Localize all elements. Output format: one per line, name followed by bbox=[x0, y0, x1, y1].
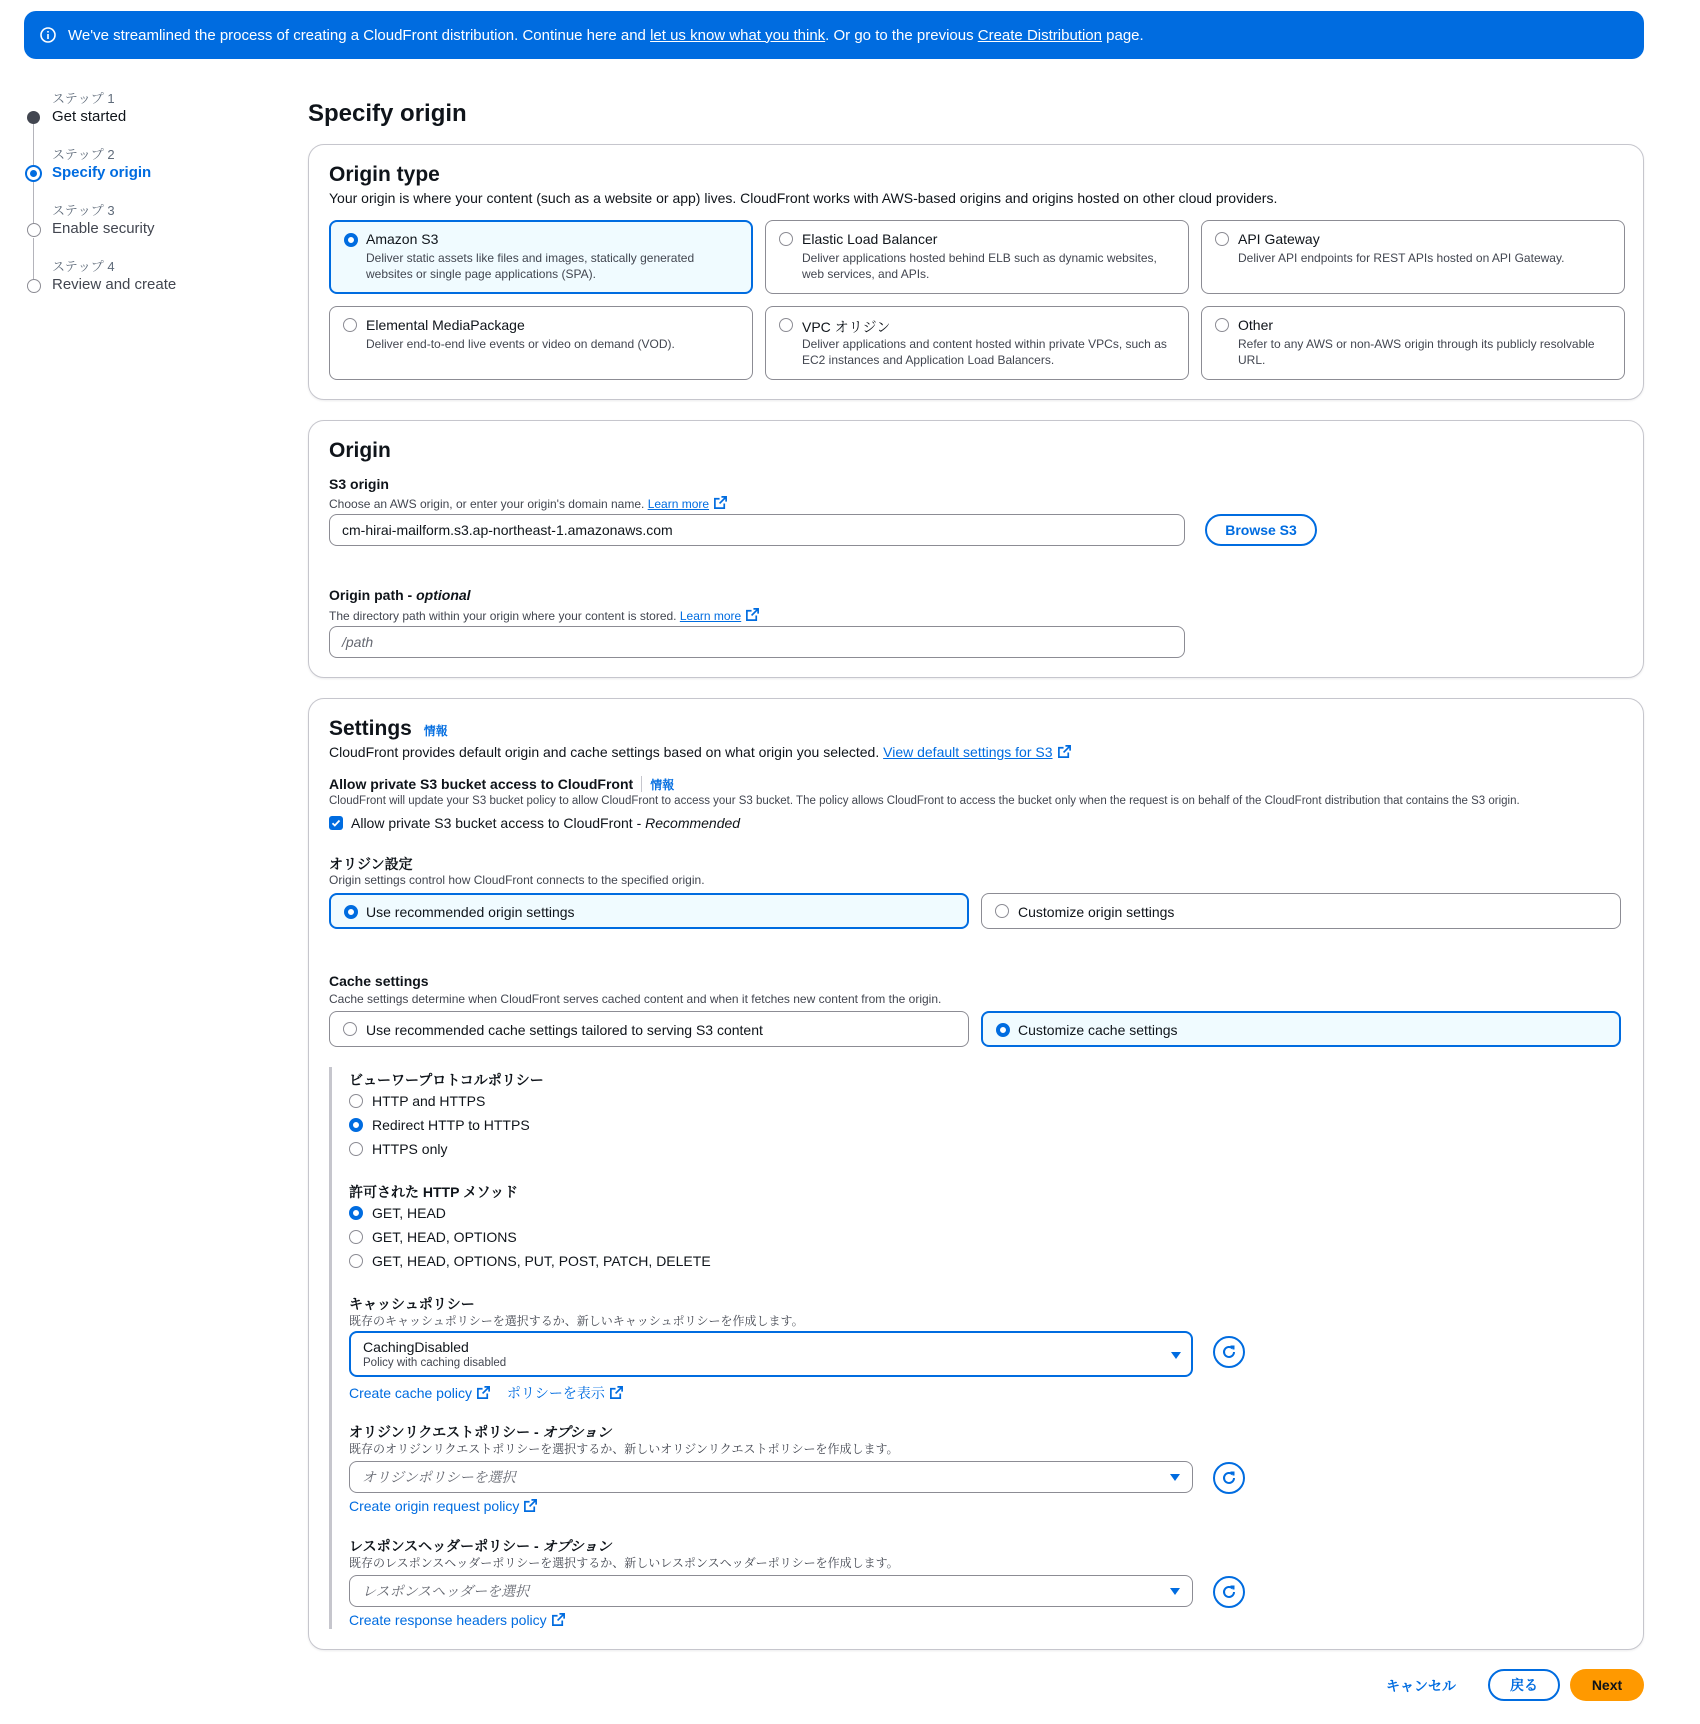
create-cache-policy-link[interactable]: Create cache policy bbox=[349, 1385, 472, 1401]
tile-elastic-load-balancer[interactable] bbox=[765, 220, 1189, 294]
tile-title: VPC オリジン bbox=[802, 319, 891, 335]
allowed-methods-label: 許可された HTTP メソッド bbox=[349, 1184, 518, 1200]
radio-button bbox=[779, 232, 793, 246]
back-button[interactable]: 戻る bbox=[1488, 1669, 1560, 1701]
step-connector bbox=[33, 124, 34, 168]
browse-s3-button[interactable]: Browse S3 bbox=[1205, 514, 1317, 546]
customize-origin-settings[interactable] bbox=[981, 893, 1621, 929]
tile-title: Elastic Load Balancer bbox=[802, 231, 938, 247]
tile-title: Other bbox=[1238, 317, 1274, 333]
allowed-methods-option[interactable]: GET, HEAD, OPTIONS bbox=[349, 1229, 517, 1245]
origin-card bbox=[308, 420, 1644, 678]
external-link-icon bbox=[713, 495, 728, 510]
origin-request-policy-description: 既存のオリジンリクエストポリシーを選択するか、新しいオリジンリクエストポリシーを作成します。 bbox=[349, 1442, 899, 1456]
response-headers-policy-label: レスポンスヘッダーポリシー - オプション bbox=[349, 1538, 612, 1554]
cache-policy-links bbox=[349, 1383, 624, 1403]
cache-policy-description: 既存のキャッシュポリシーを選択するか、新しいキャッシュポリシーを作成します。 bbox=[349, 1314, 804, 1328]
selected-value: CachingDisabled bbox=[363, 1339, 469, 1355]
info-link[interactable]: 情報 bbox=[423, 724, 448, 738]
customize-cache-settings[interactable] bbox=[981, 1011, 1621, 1047]
option-label: Customize cache settings bbox=[1018, 1022, 1178, 1038]
learn-more-link[interactable]: Learn more bbox=[647, 497, 710, 511]
origin-type-card bbox=[308, 144, 1644, 400]
external-link-icon bbox=[609, 1385, 624, 1400]
radio-button bbox=[343, 318, 357, 332]
create-response-headers-policy-link[interactable]: Create response headers policy bbox=[349, 1612, 547, 1628]
origin-request-policy-links bbox=[349, 1498, 538, 1514]
option-label: Customize origin settings bbox=[1018, 904, 1175, 920]
viewer-protocol-option[interactable]: HTTP and HTTPS bbox=[349, 1093, 485, 1109]
origin-type-heading: Origin type bbox=[329, 163, 440, 186]
tile-title: Elemental MediaPackage bbox=[366, 317, 525, 333]
radio-button bbox=[1215, 232, 1229, 246]
create-origin-request-policy-link[interactable]: Create origin request policy bbox=[349, 1498, 520, 1514]
tile-description: Deliver applications and content hosted within private VPCs, such as EC2 instances and Application Load Balancers. bbox=[802, 337, 1167, 367]
refresh-icon[interactable] bbox=[1213, 1336, 1245, 1368]
private-access-description: CloudFront will update your S3 bucket policy to allow CloudFront to access your S3 bucket. The policy allows CloudFront to access the bucket only when the request is on behalf of the CloudFront distribution that contains the S3 origin. bbox=[329, 795, 1520, 807]
radio-button bbox=[344, 233, 358, 247]
info-link[interactable]: 情報 bbox=[650, 778, 675, 792]
refresh-icon[interactable] bbox=[1213, 1462, 1245, 1494]
external-link-icon bbox=[745, 607, 760, 622]
s3-origin-input[interactable]: cm-hirai-mailform.s3.ap-northeast-1.amazonaws.com bbox=[329, 514, 1185, 546]
banner-text: We've streamlined the process of creating a CloudFront distribution. Continue here and let us know what you think. Or go to the previous Create Distribution page. bbox=[68, 26, 1144, 44]
radio-button bbox=[349, 1094, 363, 1108]
allowed-methods-option[interactable]: GET, HEAD, OPTIONS, PUT, POST, PATCH, DELETE bbox=[349, 1253, 711, 1269]
option-label: Use recommended origin settings bbox=[366, 904, 575, 920]
tile-amazon-s3[interactable] bbox=[329, 220, 753, 294]
selected-value-description: Policy with caching disabled bbox=[363, 1357, 507, 1369]
radio-button bbox=[344, 905, 358, 919]
step-2-number: ステップ 2 bbox=[52, 147, 115, 162]
step-review-create: Review and create bbox=[52, 276, 177, 293]
private-access-checkbox[interactable] bbox=[329, 816, 343, 830]
step-specify-origin: Specify origin bbox=[52, 164, 152, 181]
step-3-number: ステップ 3 bbox=[52, 203, 115, 218]
chevron-down-icon bbox=[1171, 1352, 1181, 1359]
radio-button bbox=[1215, 318, 1229, 332]
settings-description: CloudFront provides default origin and cache settings based on what origin you selected. View default settings for S3 bbox=[329, 744, 1072, 760]
cache-policy-select[interactable] bbox=[349, 1331, 1193, 1377]
cache-settings-description: Cache settings determine when CloudFront serves cached content and when it fetches new content from the origin. bbox=[329, 992, 942, 1006]
tile-title: Amazon S3 bbox=[366, 231, 439, 247]
cancel-button[interactable]: キャンセル bbox=[1386, 1678, 1456, 1694]
allowed-methods-option[interactable]: GET, HEAD bbox=[349, 1205, 446, 1221]
check-icon bbox=[331, 818, 341, 828]
option-label: Use recommended cache settings tailored to serving S3 content bbox=[366, 1022, 763, 1038]
chevron-down-icon bbox=[1170, 1474, 1180, 1481]
radio-button bbox=[349, 1118, 363, 1132]
viewer-protocol-label: ビューワープロトコルポリシー bbox=[349, 1072, 544, 1088]
step-get-started[interactable]: Get started bbox=[52, 108, 127, 125]
use-recommended-origin-settings[interactable] bbox=[329, 893, 969, 929]
create-distribution-link[interactable]: Create Distribution bbox=[977, 26, 1102, 44]
private-access-checkbox-label: Allow private S3 bucket access to CloudFront - Recommended bbox=[351, 815, 741, 831]
page-title: Specify origin bbox=[308, 100, 467, 127]
tile-other[interactable] bbox=[1201, 306, 1625, 380]
tile-description: Deliver static assets like files and images, statically generated websites or single page applications (SPA). bbox=[366, 251, 695, 281]
step-enable-security: Enable security bbox=[52, 220, 155, 237]
step-1-number: ステップ 1 bbox=[52, 91, 115, 106]
s3-origin-label: S3 origin bbox=[329, 476, 389, 492]
tile-description: Refer to any AWS or non-AWS origin through its publicly resolvable URL. bbox=[1238, 337, 1595, 367]
origin-settings-description: Origin settings control how CloudFront connects to the specified origin. bbox=[329, 873, 705, 887]
tile-description: Deliver API endpoints for REST APIs hosted on API Gateway. bbox=[1238, 251, 1565, 265]
chevron-down-icon bbox=[1170, 1588, 1180, 1595]
step-pending-icon bbox=[27, 223, 41, 237]
radio-button bbox=[779, 318, 793, 332]
settings-card bbox=[308, 698, 1644, 1650]
external-link-icon bbox=[523, 1498, 538, 1513]
radio-button bbox=[996, 1023, 1010, 1037]
tile-description: Deliver end-to-end live events or video on demand (VOD). bbox=[366, 337, 675, 351]
cache-policy-label: キャッシュポリシー bbox=[349, 1296, 475, 1312]
radio-button bbox=[349, 1254, 363, 1268]
use-recommended-cache-settings[interactable] bbox=[329, 1011, 969, 1047]
origin-request-policy-select[interactable]: オリジンポリシーを選択 bbox=[349, 1461, 1193, 1493]
viewer-protocol-option[interactable]: HTTPS only bbox=[349, 1141, 447, 1157]
response-headers-policy-description: 既存のレスポンスヘッダーポリシーを選択するか、新しいレスポンスヘッダーポリシーを作成します。 bbox=[349, 1556, 899, 1570]
view-default-settings-link[interactable]: View default settings for S3 bbox=[883, 744, 1053, 760]
cache-settings-label: Cache settings bbox=[329, 973, 429, 989]
viewer-protocol-option[interactable]: Redirect HTTP to HTTPS bbox=[349, 1117, 530, 1133]
radio-button bbox=[995, 904, 1009, 918]
private-access-label: Allow private S3 bucket access to CloudFront 情報 bbox=[329, 776, 675, 792]
external-link-icon bbox=[476, 1385, 491, 1400]
tile-title: API Gateway bbox=[1238, 231, 1320, 247]
external-link-icon bbox=[1057, 744, 1072, 759]
step-active-icon bbox=[25, 165, 42, 182]
tile-description: Deliver applications hosted behind ELB such as dynamic websites, web services, and APIs. bbox=[802, 251, 1157, 281]
tile-api-gateway[interactable] bbox=[1201, 220, 1625, 294]
radio-button bbox=[349, 1206, 363, 1220]
response-headers-policy-links bbox=[349, 1612, 566, 1628]
step-done-icon bbox=[27, 111, 40, 124]
origin-path-input[interactable]: /path bbox=[329, 626, 1185, 658]
step-connector bbox=[33, 238, 34, 280]
s3-origin-description: Choose an AWS origin, or enter your origin's domain name. Learn more bbox=[329, 495, 728, 511]
step-pending-icon bbox=[27, 279, 41, 293]
section-divider bbox=[329, 1067, 332, 1629]
step-4-number: ステップ 4 bbox=[52, 259, 115, 274]
next-button[interactable]: Next bbox=[1570, 1669, 1644, 1701]
info-banner bbox=[24, 11, 1644, 59]
learn-more-link[interactable]: Learn more bbox=[679, 609, 742, 623]
tile-elemental-mediapackage[interactable] bbox=[329, 306, 753, 380]
radio-button bbox=[349, 1230, 363, 1244]
feedback-link[interactable]: let us know what you think bbox=[650, 26, 826, 44]
origin-settings-label: オリジン設定 bbox=[329, 856, 413, 872]
origin-path-label: Origin path - optional bbox=[329, 587, 471, 603]
response-headers-policy-select[interactable]: レスポンスヘッダーを選択 bbox=[349, 1575, 1193, 1607]
radio-button bbox=[349, 1142, 363, 1156]
radio-button bbox=[343, 1022, 357, 1036]
tile-vpc-origin[interactable] bbox=[765, 306, 1189, 380]
settings-heading: Settings 情報 bbox=[329, 717, 448, 740]
origin-type-description: Your origin is where your content (such as a website or app) lives. CloudFront works with AWS-based origins and origins hosted on other cloud providers. bbox=[329, 190, 1278, 206]
step-connector bbox=[33, 182, 34, 224]
view-policy-link[interactable]: ポリシーを表示 bbox=[506, 1385, 605, 1401]
info-icon bbox=[40, 27, 56, 43]
origin-heading: Origin bbox=[329, 439, 391, 462]
refresh-icon[interactable] bbox=[1213, 1576, 1245, 1608]
origin-path-description: The directory path within your origin where your content is stored. Learn more bbox=[329, 607, 760, 623]
origin-request-policy-label: オリジンリクエストポリシー - オプション bbox=[349, 1424, 612, 1440]
external-link-icon bbox=[551, 1612, 566, 1627]
